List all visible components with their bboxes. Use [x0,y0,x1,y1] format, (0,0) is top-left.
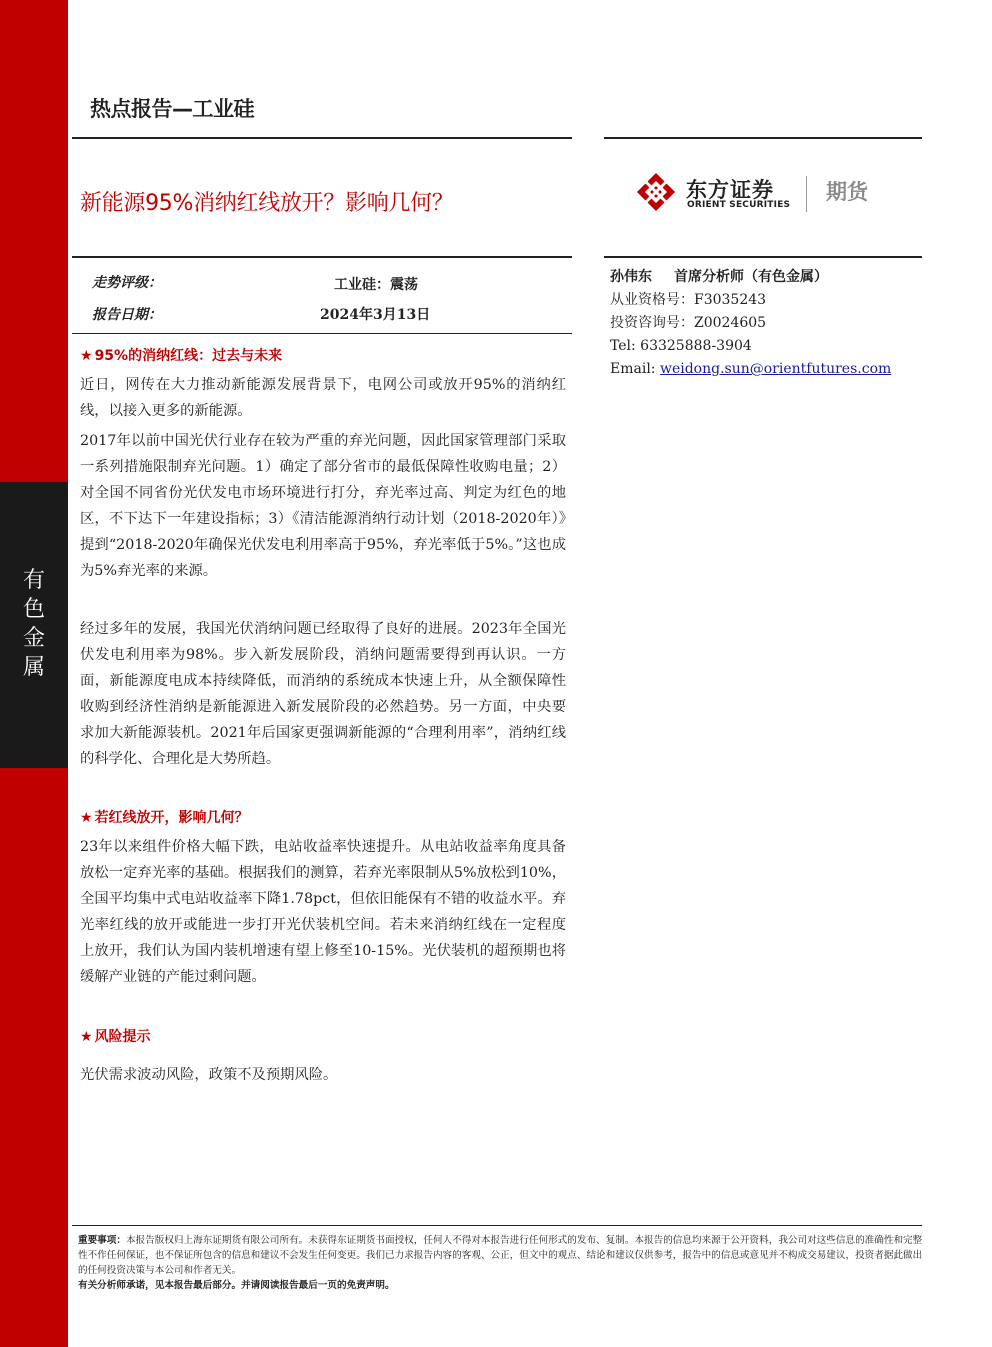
disclaimer-bold-line: 有关分析师承诺，见本报告最后部分。并请阅读报告最后一页的免责声明。 [78,1280,395,1291]
star-icon: ★ [80,1029,93,1045]
analyst-name-row [610,266,891,289]
body-paragraph: 经过多年的发展，我国光伏消纳问题已经取得了良好的进展。2023年全国光伏发电利用率为98%。步入新发展阶段，消纳问题需要得到再认识。一方面，新能源度电成本持续降低，而消纳的系统成本快速上升，从全额保障性收购到经济性消纳是新能源进入新发展阶段的必然趋势。另一方面，中央要求加大新能源装机。2021年后国家更强调新能源的“合理利用率”，消纳红线的科学化、合理化是大势所趋。 [80,621,566,767]
analyst-qualification: 从业资格号：F3035243 [610,292,767,308]
body-paragraph: 光伏需求波动风险，政策不及预期风险。 [80,1067,338,1083]
star-icon: ★ [80,810,93,826]
analyst-info [610,266,891,381]
report-title: 新能源95%消纳红线放开？影响几何？ [80,191,454,216]
email-label: Email: [610,361,660,377]
header-rule-right [604,137,922,139]
section-heading [80,807,249,827]
header-rule-left [72,137,572,139]
brand-name-en: ORIENT SECURITIES [687,200,791,210]
star-icon: ★ [80,348,93,364]
disclaimer-label: 重要事项： [78,1235,126,1246]
section-heading-text: 若红线放开，影响几何？ [94,810,249,826]
body-paragraph: 23年以来组件价格大幅下跌，电站收益率快速提升。从电站收益率角度具备放松一定弃光率的基础。根据我们的测算，若弃光率限制从5%放松到10%，全国平均集中式电站收益率下降1.78pct，但依旧能保有不错的收益水平。弃光率红线的放开或能进一步打开光伏装机空间。若未来消纳红线在一定程度上放开，我们认为国内装机增速有望上修至10-15%。光伏装机的超预期也将缓解产业链的产能过剩问题。 [80,839,566,985]
body-paragraph: 2017年以前中国光伏行业存在较为严重的弃光问题，因此国家管理部门采取一系列措施限制弃光问题。1）确定了部分省市的最低保障性收购电量；2）对全国不同省份光伏发电市场环境进行打分，弃光率过高、判定为红色的地区，不下达下一年建设指标；3）《清洁能源消纳行动计划（2018-2020年）》提到“2018-2020年确保光伏发电利用率高于95%，弃光率低于5%。”这也成为5%弃光率的来源。 [80,433,566,579]
analyst-name: 孙伟东 [610,269,652,285]
category-char: 有 [22,568,45,593]
footer-rule [72,1225,922,1226]
meta-rule-bottom [72,333,572,334]
section-heading [80,345,282,365]
disclaimer [78,1233,928,1293]
orient-logo-icon [636,172,676,212]
logo-separator [806,176,807,212]
category-label [0,566,68,682]
analyst-email-row [610,358,891,381]
trend-rating-label: 走势评级： [92,275,162,291]
report-date-value: 2024年3月13日 [320,307,431,323]
analyst-tel: Tel: 63325888-3904 [610,338,752,354]
section-heading [80,1026,151,1046]
category-char: 属 [22,655,45,680]
body-paragraph: 近日，网传在大力推动新能源发展背景下，电网公司或放开95%的消纳红线，以接入更多的新能源。 [80,377,566,419]
section-heading-text: 风险提示 [94,1029,151,1045]
company-logo [636,172,896,216]
trend-rating-value: 工业硅：震荡 [334,277,418,293]
brand-futures: 期货 [826,180,868,204]
report-date-label: 报告日期： [92,307,162,323]
report-type-heading: 热点报告—工业硅 [90,97,254,121]
analyst-role: 首席分析师（有色金属） [674,269,828,285]
category-char: 金 [22,626,45,651]
analyst-email-link[interactable]: weidong.sun@orientfutures.com [659,361,892,377]
category-char: 色 [22,597,45,622]
analyst-rule-top [604,256,922,258]
section-heading-text: 95%的消纳红线：过去与未来 [94,348,283,364]
brand-name-cn: 东方证券 [686,178,774,202]
meta-rule-top [72,256,572,258]
analyst-consulting-number: 投资咨询号：Z0024605 [610,315,767,331]
disclaimer-text: 本报告版权归上海东证期货有限公司所有。未获得东证期货书面授权，任何人不得对本报告进行任何形式的发布、复制。本报告的信息均来源于公开资料，我公司对这些信息的准确性和完整性不作任何保证，也不保证所包含的信息和建议不会发生任何变更。我们已力求报告内容的客观、公正，但文中的观点、结论和建议仅供参考，报告中的信息或意见并不构成交易建议，投资者据此做出的任何投资决策与本公司和作者无关。 [78,1235,923,1276]
